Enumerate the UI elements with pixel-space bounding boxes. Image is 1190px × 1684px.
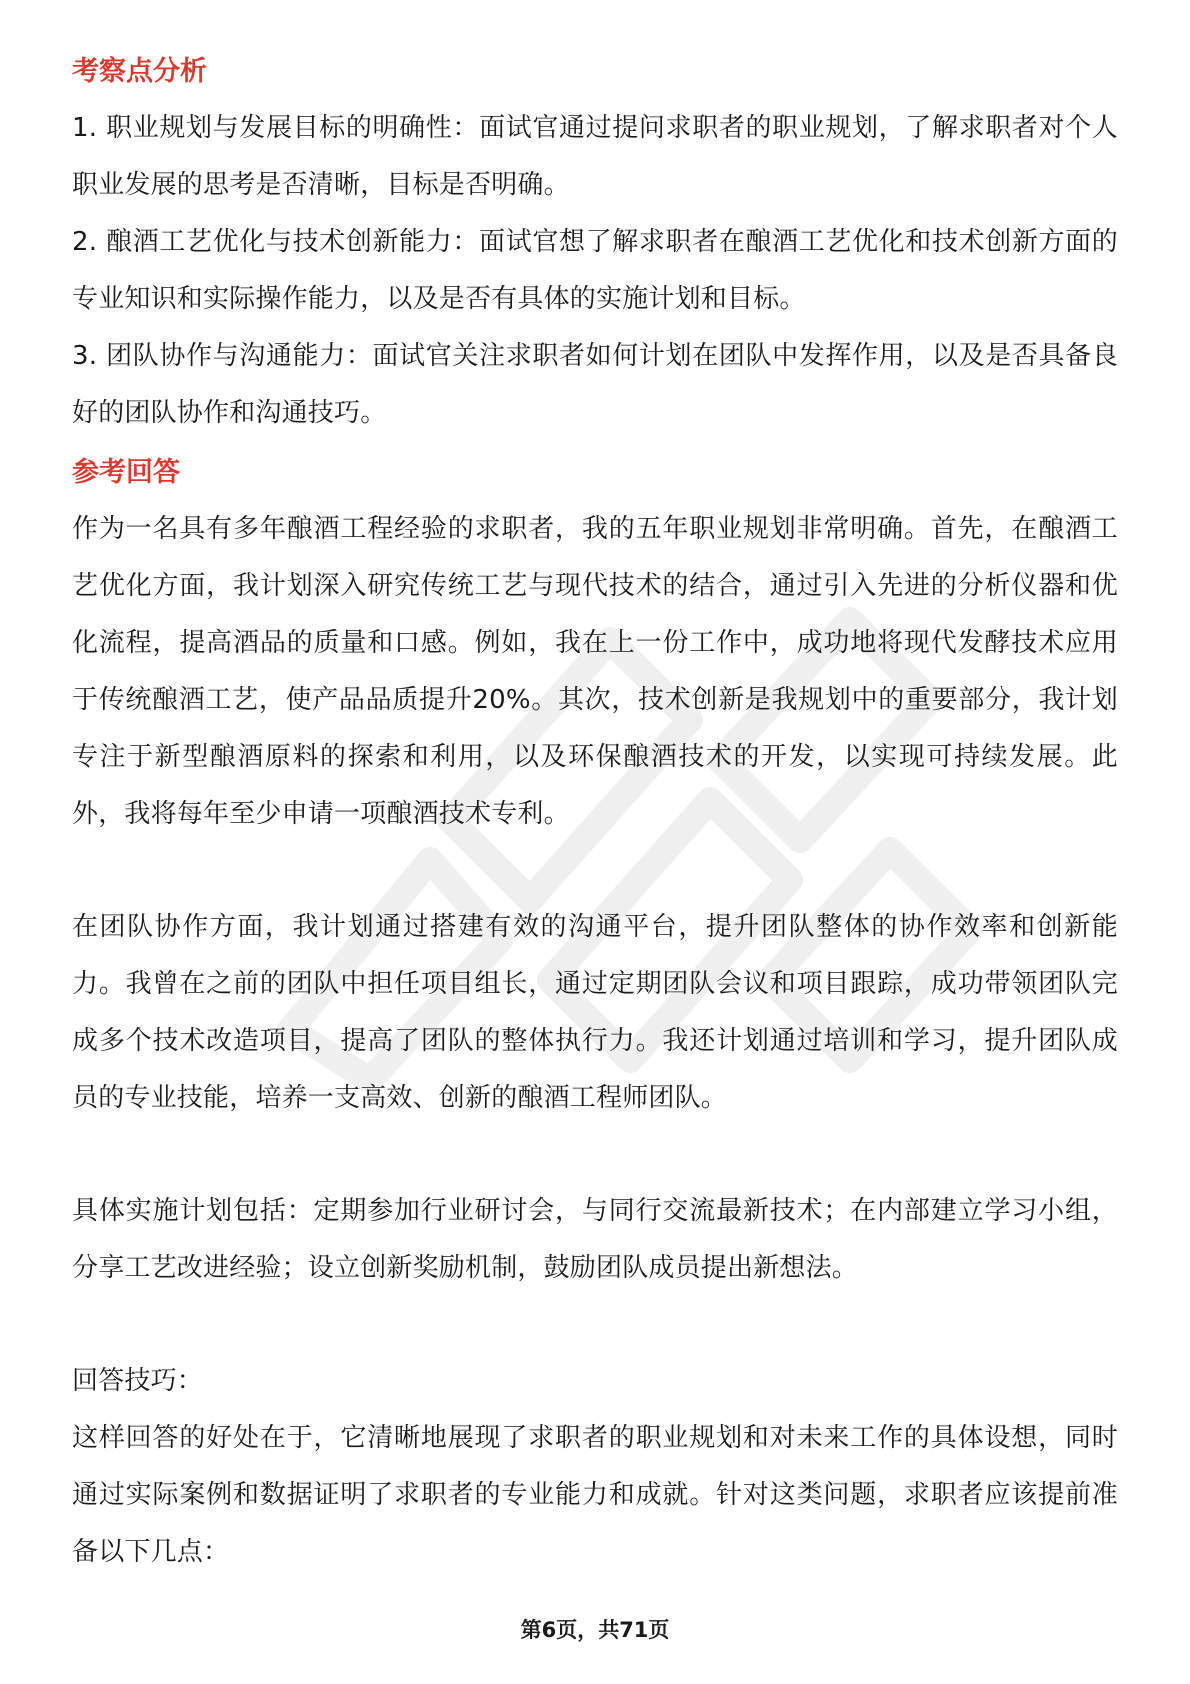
analysis-heading: 考察点分析: [72, 56, 207, 87]
answer-paragraph-2: 在团队协作方面，我计划通过搭建有效的沟通平台，提升团队整体的协作效率和创新能力。我曾在之前的团队中担任项目组长，通过定期团队会议和项目跟踪，成功带领团队完成多个技术改造项目，提高了团队的整体执行力。我还计划通过培训和学习，提升团队成员的专业技能，培养一支高效、创新的酿酒工程师团队。: [72, 912, 1118, 1113]
page-number: 第6页，共71页: [520, 1618, 670, 1642]
tips-paragraph: 这样回答的好处在于，它清晰地展现了求职者的职业规划和对未来工作的具体设想，同时通过实际案例和数据证明了求职者的专业能力和成就。针对这类问题，求职者应该提前准备以下几点：: [72, 1423, 1118, 1567]
analysis-item-1: 1. 职业规划与发展目标的明确性：面试官通过提问求职者的职业规划，了解求职者对个人职业发展的思考是否清晰，目标是否明确。: [72, 113, 1118, 200]
tips-heading: 回答技巧：: [72, 1366, 204, 1396]
answer-paragraph-1: 作为一名具有多年酿酒工程经验的求职者，我的五年职业规划非常明确。首先，在酿酒工艺优化方面，我计划深入研究传统工艺与现代技术的结合，通过引入先进的分析仪器和优化流程，提高酒品的质量和口感。例如，我在上一份工作中，成功地将现代发酵技术应用于传统酿酒工艺，使产品品质提升20%。其次，技术创新是我规划中的重要部分，我计划专注于新型酿酒原料的探索和利用，以及环保酿酒技术的开发，以实现可持续发展。此外，我将每年至少申请一项酿酒技术专利。: [72, 514, 1118, 829]
analysis-item-3: 3. 团队协作与沟通能力：面试官关注求职者如何计划在团队中发挥作用，以及是否具备良好的团队协作和沟通技巧。: [72, 341, 1118, 428]
document-page: [72, 44, 1118, 1581]
answer-heading: 参考回答: [72, 457, 180, 488]
analysis-item-2: 2. 酿酒工艺优化与技术创新能力：面试官想了解求职者在酿酒工艺优化和技术创新方面的专业知识和实际操作能力，以及是否有具体的实施计划和目标。: [72, 227, 1118, 314]
answer-paragraph-3: 具体实施计划包括：定期参加行业研讨会，与同行交流最新技术；在内部建立学习小组，分享工艺改进经验；设立创新奖励机制，鼓励团队成员提出新想法。: [72, 1196, 1118, 1283]
